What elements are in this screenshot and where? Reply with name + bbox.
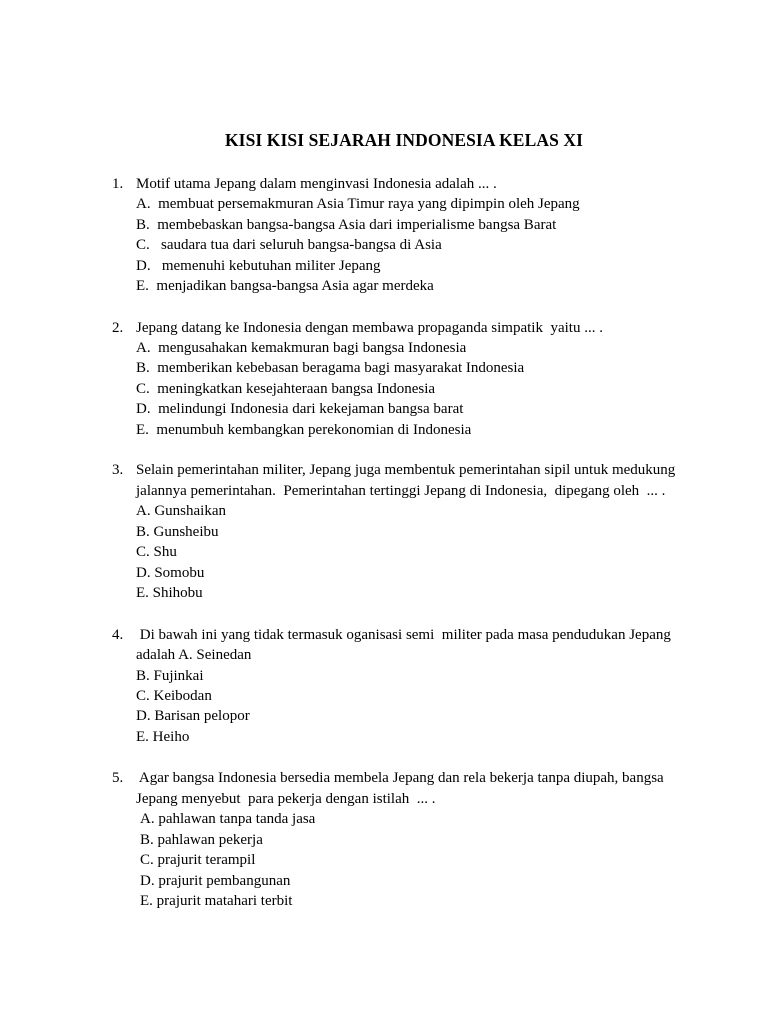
question-text: Agar bangsa Indonesia bersedia membela Jepang dan rela bekerja tanpa diupah, bangsa <box>136 770 664 786</box>
answer-option: A. Gunshaikan <box>136 503 226 519</box>
answer-option: E. Shihobu <box>136 585 203 601</box>
question-text: Motif utama Jepang dalam menginvasi Indonesia adalah ... . <box>136 176 497 192</box>
question-text: Jepang menyebut para pekerja dengan istilah ... . <box>136 791 436 807</box>
question-number: 5. <box>112 770 124 786</box>
answer-option: E. Heiho <box>136 729 190 745</box>
question-text: Di bawah ini yang tidak termasuk oganisasi semi militer pada masa pendudukan Jepang <box>136 627 671 643</box>
page-title: KISI KISI SEJARAH INDONESIA KELAS XI <box>224 130 584 150</box>
question-number: 4. <box>112 627 124 643</box>
answer-option: D. prajurit pembangunan <box>140 873 291 889</box>
question-text: Jepang datang ke Indonesia dengan membawa propaganda simpatik yaitu ... . <box>136 320 603 336</box>
answer-option: E. prajurit matahari terbit <box>140 893 293 909</box>
answer-option: B. memberikan kebebasan beragama bagi masyarakat Indonesia <box>136 360 525 376</box>
question-text: Selain pemerintahan militer, Jepang juga membentuk pemerintahan sipil untuk medukung <box>136 462 676 478</box>
answer-option: E. menumbuh kembangkan perekonomian di Indonesia <box>136 422 472 438</box>
question-text: jalannya pemerintahan. Pemerintahan tertinggi Jepang di Indonesia, dipegang oleh ... . <box>136 483 666 499</box>
answer-option: A. mengusahakan kemakmuran bagi bangsa Indonesia <box>136 340 467 356</box>
answer-option: E. menjadikan bangsa-bangsa Asia agar merdeka <box>136 278 434 294</box>
answer-option: C. Keibodan <box>136 688 212 704</box>
answer-option: D. Barisan pelopor <box>136 708 250 724</box>
answer-option: B. membebaskan bangsa-bangsa Asia dari imperialisme bangsa Barat <box>136 217 557 233</box>
answer-option: D. melindungi Indonesia dari kekejaman bangsa barat <box>136 401 464 417</box>
answer-option: B. pahlawan pekerja <box>140 832 263 848</box>
answer-option: D. Somobu <box>136 565 205 581</box>
question-text: adalah A. Seinedan <box>136 647 252 663</box>
answer-option: C. prajurit terampil <box>140 852 256 868</box>
answer-option: D. memenuhi kebutuhan militer Jepang <box>136 258 381 274</box>
answer-option: C. Shu <box>136 544 177 560</box>
answer-option: A. pahlawan tanpa tanda jasa <box>140 811 316 827</box>
answer-option: C. saudara tua dari seluruh bangsa-bangsa di Asia <box>136 237 442 253</box>
answer-option: A. membuat persemakmuran Asia Timur raya yang dipimpin oleh Jepang <box>136 196 580 212</box>
answer-option: C. meningkatkan kesejahteraan bangsa Indonesia <box>136 381 436 397</box>
answer-option: B. Gunsheibu <box>136 524 219 540</box>
question-number: 2. <box>112 320 124 336</box>
answer-option: B. Fujinkai <box>136 668 204 684</box>
question-number: 1. <box>112 176 124 192</box>
question-number: 3. <box>112 462 124 478</box>
